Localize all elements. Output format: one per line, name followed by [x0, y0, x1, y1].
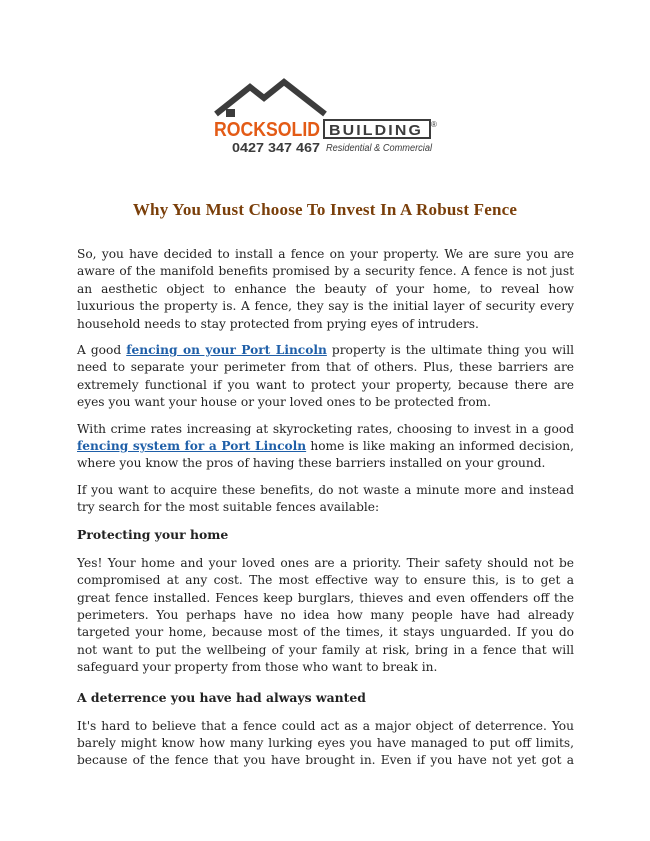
- phone-number: 0427 347 467: [232, 140, 320, 155]
- section-heading-deterrence: A deterrence you have had always wanted: [77, 689, 366, 705]
- paragraph-benefits: If you want to acquire these benefits, do not waste a minute more and instead try search for the most suitable fences available:: [77, 482, 574, 515]
- article-body: [77, 246, 574, 779]
- paragraph-fencing: [77, 342, 574, 412]
- paragraph-text: A good: [77, 343, 127, 358]
- paragraph-deterrence: It's hard to believe that a fence could act as a major object of deterrence. You barely might know how many lurking eyes you have managed to put off limits, because of the fence that you have brought in. Even if you have not yet got a: [77, 718, 574, 768]
- registered-mark: ®: [431, 120, 437, 129]
- paragraph-text: home is like making an informed decision, where you know the pros of having these barriers installed on your ground.: [77, 439, 575, 471]
- company-logo: [212, 78, 444, 156]
- brand-left-text: ROCKSOLID: [214, 119, 320, 141]
- house-logo-graphic: [212, 78, 444, 156]
- brand-right-text: BUILDING: [329, 122, 423, 139]
- link-fencing-port-lincoln[interactable]: fencing on your Port Lincoln: [126, 343, 327, 358]
- paragraph-text: property is the ultimate thing you will need to separate your perimeter from that of others. Plus, these barriers are extremely functional if you want to protect your property, because there are eyes you want your house or your loved ones to be protected from.: [77, 343, 574, 410]
- link-fencing-system[interactable]: fencing system for a Port Lincoln: [77, 439, 307, 454]
- section-heading-protecting: Protecting your home: [77, 526, 229, 542]
- paragraph-intro: So, you have decided to install a fence on your property. We are sure you are aware of the manifold benefits promised by a security fence. A fence is not just an aesthetic object to enhance the beauty of your home, to reveal how luxurious the property is. A fence, they say is the initial layer of security every household needs to stay protected from prying eyes of intruders.: [77, 247, 574, 331]
- paragraph-protecting: Yes! Your home and your loved ones are a priority. Their safety should not be compromised at any cost. The most effective way to ensure this, is to get a great fence installed. Fences keep burglars, thieves and even offenders off the perimeters. You perhaps have no idea how many people have had already targeted your home, because most of the times, it stays unguarded. If you do not want to put the wellbeing of your family at risk, bring in a fence that will safeguard your property from those who want to break in.: [77, 555, 574, 675]
- page-title: Why You Must Choose To Invest In A Robust Fence: [132, 200, 518, 219]
- paragraph-text: With crime rates increasing at skyrocketing rates, choosing to invest in a good: [77, 421, 574, 436]
- paragraph-crime: [77, 421, 574, 473]
- tagline: Residential & Commercial: [326, 143, 433, 154]
